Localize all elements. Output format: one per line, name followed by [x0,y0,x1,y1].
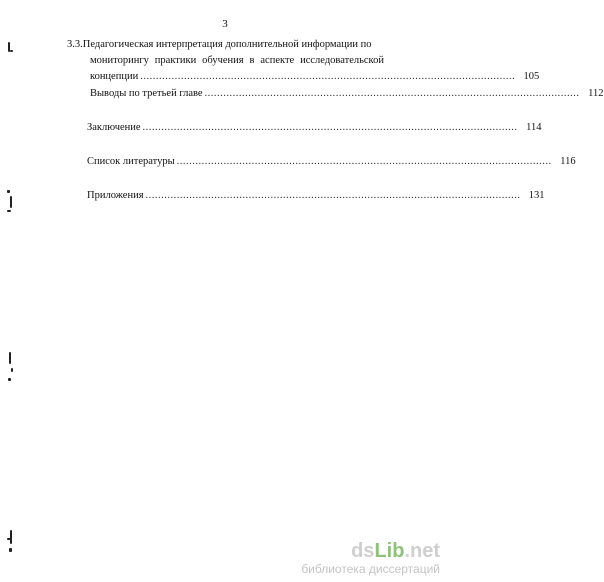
toc-entry-label: Список литературы [87,156,175,167]
scan-artifact-mark [6,350,14,390]
toc-section-3-3-line-1: 3.3.Педагогическая интерпретация дополнительной информации по [67,39,372,50]
dslib-logo: dsLib.net [351,540,440,562]
dot-leader: ........................................................................................................................ [145,190,521,201]
toc-entry-label: Выводы по третьей главе [90,88,203,99]
scan-artifact-mark [6,188,14,218]
dot-leader: ........................................................................................................................ [140,71,516,82]
dslib-watermark [301,540,440,576]
scan-artifact-mark [6,40,14,60]
toc-page-number: 105 [523,71,540,82]
toc-entry-label: Заключение [87,122,141,133]
toc-section-3-3-line-3: концепции [90,71,139,82]
toc-page-number: 131 [528,190,545,201]
toc-entry-appendices [87,189,545,202]
toc-section-3-3-line-2: мониторингу практики обучения в аспекте исследовательской [90,55,384,66]
dot-leader: ........................................................................................................................ [142,122,518,133]
toc-page-number: 114 [526,122,542,133]
toc-entry-section-3-3 [90,70,540,83]
toc-page-number: 116 [560,156,576,167]
scan-artifact-mark [6,528,14,558]
dot-leader: ........................................................................................................................ [176,156,552,167]
toc-page-number: 112 [588,88,604,99]
toc-entry-references [87,155,576,168]
toc-entry-conclusion [87,121,542,134]
toc-entry-label: Приложения [87,190,144,201]
dot-leader: ........................................................................................................................ [204,88,580,99]
page-number: 3 [222,18,228,30]
watermark-subtitle: библиотека диссертаций [301,562,440,576]
toc-entry-conclusions [90,87,604,100]
